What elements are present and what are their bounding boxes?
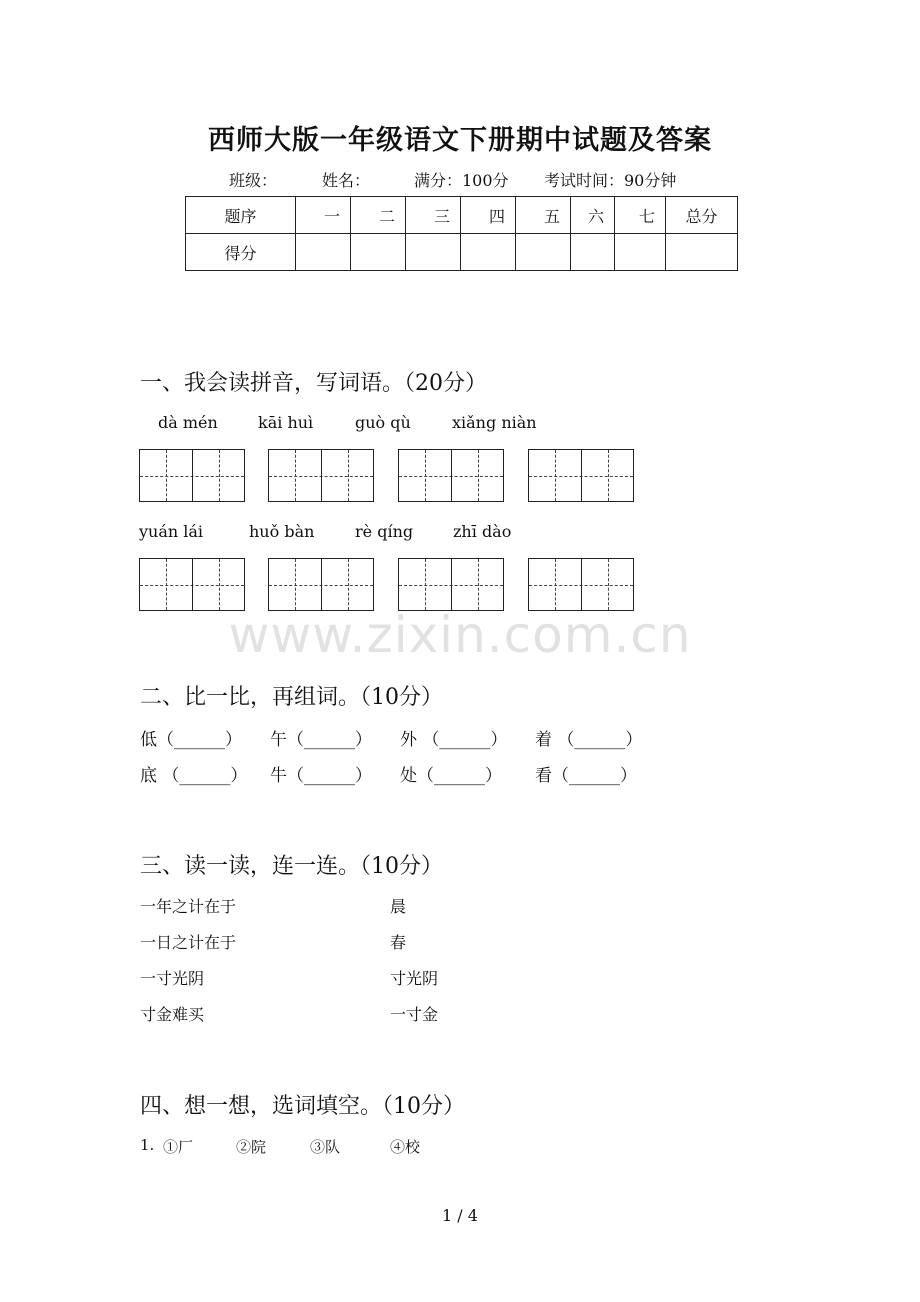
score-input-cell[interactable] bbox=[406, 234, 461, 271]
page-title: 西师大版一年级语文下册期中试题及答案 bbox=[208, 125, 712, 156]
word-compare-item[interactable]: 着 （______） bbox=[535, 730, 643, 750]
option-item[interactable]: ③队 bbox=[310, 1138, 341, 1156]
pinyin-label: xiǎng niàn bbox=[452, 413, 537, 432]
pinyin-label: dà mén bbox=[158, 413, 218, 432]
section1-title: 一、我会读拼音，写词语。（20分） bbox=[140, 371, 487, 396]
question-number: 1. bbox=[140, 1136, 155, 1154]
score-input-cell[interactable] bbox=[571, 234, 615, 271]
score-header-cell: 五 bbox=[516, 197, 571, 234]
score-table-score-row bbox=[186, 234, 738, 271]
writing-grid[interactable] bbox=[398, 558, 504, 611]
section2-title: 二、比一比，再组词。（10分） bbox=[140, 685, 443, 710]
match-left-item[interactable]: 寸金难买 bbox=[140, 1005, 205, 1024]
pinyin-label: huǒ bàn bbox=[249, 522, 315, 541]
score-input-cell[interactable] bbox=[666, 234, 738, 271]
word-compare-item[interactable]: 外 （______） bbox=[400, 730, 508, 750]
word-compare-item[interactable]: 低（______） bbox=[140, 730, 242, 750]
option-item[interactable]: ②院 bbox=[236, 1138, 267, 1156]
match-right-item[interactable]: 晨 bbox=[390, 897, 407, 916]
word-compare-item[interactable]: 处（______） bbox=[400, 766, 502, 786]
writing-grid[interactable] bbox=[528, 558, 634, 611]
full-score-label: 满分：100分 bbox=[414, 171, 509, 190]
section4-title: 四、想一想，选词填空。（10分） bbox=[140, 1094, 465, 1119]
score-header-cell: 一 bbox=[296, 197, 351, 234]
score-table bbox=[185, 196, 738, 271]
option-item[interactable]: ④校 bbox=[390, 1138, 421, 1156]
score-input-cell[interactable] bbox=[351, 234, 406, 271]
match-left-item[interactable]: 一寸光阴 bbox=[140, 969, 205, 988]
writing-grid[interactable] bbox=[139, 558, 245, 611]
score-header-cell: 题序 bbox=[186, 197, 296, 234]
score-header-cell: 四 bbox=[461, 197, 516, 234]
pinyin-label: guò qù bbox=[355, 413, 411, 432]
score-input-cell[interactable] bbox=[461, 234, 516, 271]
score-input-cell[interactable] bbox=[296, 234, 351, 271]
watermark: www.zixin.com.cn bbox=[228, 606, 692, 664]
score-header-cell: 七 bbox=[615, 197, 666, 234]
pinyin-label: kāi huì bbox=[258, 413, 314, 432]
word-compare-item[interactable]: 底 （______） bbox=[140, 766, 248, 786]
pinyin-label: yuán lái bbox=[139, 522, 204, 541]
score-row-label: 得分 bbox=[186, 234, 296, 271]
match-right-item[interactable]: 一寸金 bbox=[390, 1005, 439, 1024]
word-compare-item[interactable]: 看（______） bbox=[535, 766, 637, 786]
writing-grid[interactable] bbox=[268, 558, 374, 611]
pinyin-label: zhī dào bbox=[453, 522, 512, 541]
score-header-cell: 二 bbox=[351, 197, 406, 234]
section3-title: 三、读一读，连一连。（10分） bbox=[140, 854, 443, 879]
match-right-item[interactable]: 春 bbox=[390, 933, 407, 952]
pinyin-label: rè qíng bbox=[355, 522, 414, 541]
score-table-header-row bbox=[186, 197, 738, 234]
score-header-cell: 三 bbox=[406, 197, 461, 234]
match-right-item[interactable]: 寸光阴 bbox=[390, 969, 439, 988]
writing-grid[interactable] bbox=[268, 449, 374, 502]
class-field-label: 班级： bbox=[229, 171, 278, 190]
writing-grid[interactable] bbox=[139, 449, 245, 502]
score-input-cell[interactable] bbox=[615, 234, 666, 271]
option-item[interactable]: ①厂 bbox=[163, 1138, 194, 1156]
writing-grid[interactable] bbox=[398, 449, 504, 502]
match-left-item[interactable]: 一日之计在于 bbox=[140, 933, 237, 952]
word-compare-item[interactable]: 牛（______） bbox=[270, 766, 372, 786]
score-header-cell: 总分 bbox=[666, 197, 738, 234]
word-compare-item[interactable]: 午（______） bbox=[270, 730, 372, 750]
name-field-label: 姓名： bbox=[322, 171, 371, 190]
page-number: 1 / 4 bbox=[442, 1206, 478, 1225]
writing-grid[interactable] bbox=[528, 449, 634, 502]
score-header-cell: 六 bbox=[571, 197, 615, 234]
match-left-item[interactable]: 一年之计在于 bbox=[140, 897, 237, 916]
exam-time-label: 考试时间：90分钟 bbox=[544, 171, 677, 190]
score-input-cell[interactable] bbox=[516, 234, 571, 271]
